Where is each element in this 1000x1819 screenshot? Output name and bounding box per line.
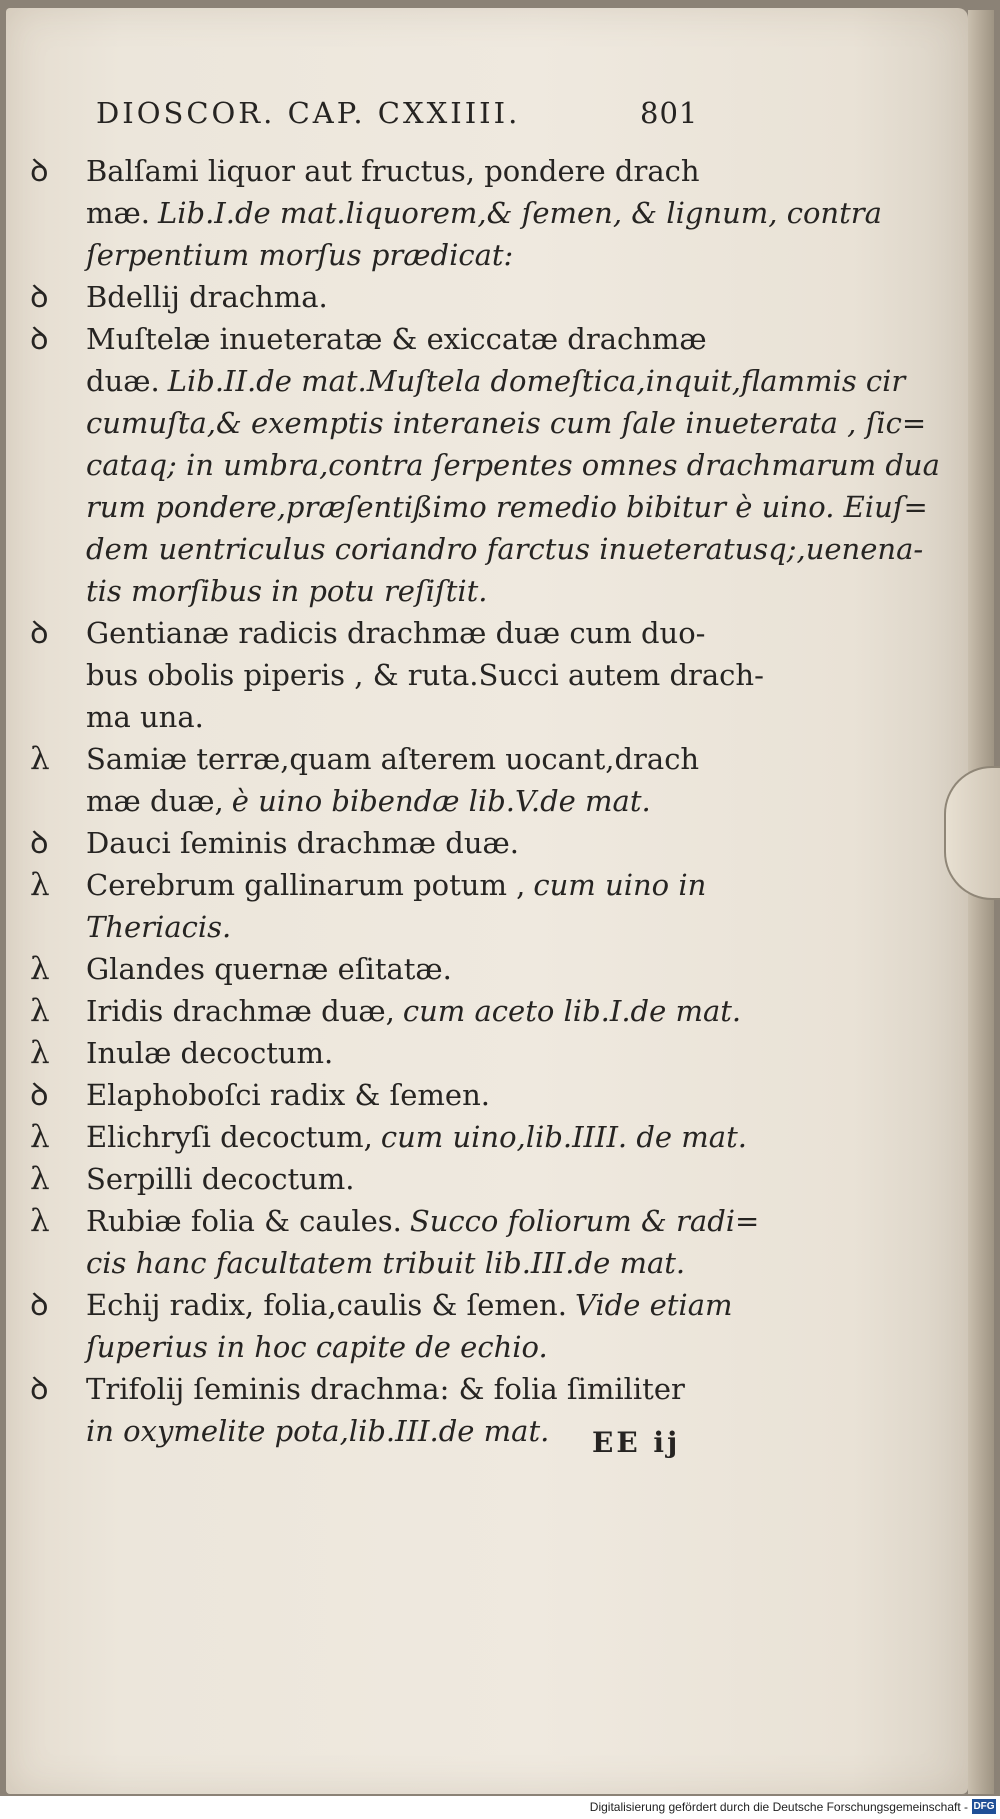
line-italic-text: Succo foliorum & radi= bbox=[409, 1204, 760, 1238]
line-italic-text: Lib.II.de mat.Muſtela domeſtica,inquit,flammis cir bbox=[167, 364, 906, 398]
text-line bbox=[30, 402, 926, 444]
line-italic-text: cataq; in umbra,contra ſerpentes omnes drachmarum dua bbox=[86, 448, 940, 482]
line-text: Echij radix, folia,caulis & ſemen. bbox=[86, 1288, 567, 1322]
line-italic-text: tis morſibus in potu reſiſtit. bbox=[86, 574, 488, 608]
text-line bbox=[30, 696, 204, 738]
line-text: Samiæ terræ,quam aſterem uocant,drach bbox=[86, 742, 700, 776]
line-text: Serpilli decoctum. bbox=[86, 1162, 355, 1196]
degree-marker-icon: ꝺ bbox=[30, 825, 49, 861]
text-line bbox=[30, 1158, 355, 1200]
digitization-credit: Digitalisierung gefördert durch die Deutsche Forschungsgemeinschaft - bbox=[589, 1800, 968, 1814]
line-italic-text: ſuperius in hoc capite de echio. bbox=[86, 1330, 548, 1364]
text-line bbox=[30, 1326, 548, 1368]
text-line bbox=[30, 822, 519, 864]
degree-marker-icon: λ bbox=[30, 1203, 50, 1239]
text-line bbox=[30, 444, 940, 486]
line-text: mæ. bbox=[86, 196, 150, 230]
line-text: bus obolis piperis , & ruta.Succi autem drach- bbox=[86, 658, 764, 692]
line-text: Dauci ſeminis drachmæ duæ. bbox=[86, 826, 520, 860]
degree-marker-icon: ꝺ bbox=[30, 321, 49, 357]
running-title: DIOSCOR. CAP. CXXIIII. bbox=[96, 96, 521, 130]
line-text: Gentianæ radicis drachmæ duæ cum duo- bbox=[86, 616, 706, 650]
degree-marker-icon: λ bbox=[30, 867, 50, 903]
line-italic-text: cum aceto lib.I.de mat. bbox=[402, 994, 742, 1028]
text-line bbox=[30, 780, 651, 822]
text-line bbox=[30, 318, 707, 360]
degree-marker-icon: ꝺ bbox=[30, 279, 49, 315]
line-italic-text: dem uentriculus coriandro farctus inueteratusq;,uenena- bbox=[86, 532, 924, 566]
text-line bbox=[30, 738, 699, 780]
line-text: Muſtelæ inueteratæ & exiccatæ drachmæ bbox=[86, 322, 707, 356]
text-line bbox=[30, 948, 452, 990]
line-text: duæ. bbox=[86, 364, 160, 398]
text-line bbox=[30, 528, 923, 570]
text-line bbox=[30, 360, 905, 402]
line-text: Trifolij ſeminis drachma: & folia ſimiliter bbox=[86, 1372, 685, 1406]
line-text: mæ duæ, bbox=[86, 784, 224, 818]
text-line bbox=[30, 1032, 333, 1074]
running-header bbox=[96, 96, 699, 130]
line-italic-text: è uino bibendæ lib.V.de mat. bbox=[231, 784, 651, 818]
degree-marker-icon: λ bbox=[30, 951, 50, 987]
text-line bbox=[30, 654, 764, 696]
text-line bbox=[30, 1074, 490, 1116]
line-text: Glandes quernæ eſitatæ. bbox=[86, 952, 452, 986]
line-italic-text: rum pondere,præſentißimo remedio bibitur è uino. Eiuſ= bbox=[86, 490, 928, 524]
text-line bbox=[30, 192, 882, 234]
text-line bbox=[30, 276, 328, 318]
degree-marker-icon: λ bbox=[30, 1161, 50, 1197]
degree-marker-icon: ꝺ bbox=[30, 1077, 49, 1113]
line-text: ma una. bbox=[86, 700, 204, 734]
text-line bbox=[30, 1368, 685, 1410]
degree-marker-icon: ꝺ bbox=[30, 1287, 49, 1323]
line-text: Iridis drachmæ duæ, bbox=[86, 994, 395, 1028]
signature-mark: EE ij bbox=[592, 1426, 681, 1459]
text-line bbox=[30, 612, 705, 654]
line-italic-text: cum uino in bbox=[533, 868, 707, 902]
degree-marker-icon: ꝺ bbox=[30, 615, 49, 651]
line-text: Bdellij drachma. bbox=[86, 280, 328, 314]
line-text: Cerebrum gallinarum potum , bbox=[86, 868, 526, 902]
line-italic-text: ſerpentium morſus prædicat: bbox=[86, 238, 514, 272]
text-line bbox=[30, 990, 741, 1032]
degree-marker-icon: ꝺ bbox=[30, 1371, 49, 1407]
line-text: Balſami liquor aut fructus, pondere drach bbox=[86, 154, 700, 188]
line-italic-text: cum uino,lib.IIII. de mat. bbox=[380, 1120, 747, 1154]
line-italic-text: Lib.I.de mat.liquorem,& ſemen, & lignum, contra bbox=[157, 196, 882, 230]
text-line bbox=[30, 1200, 759, 1242]
clasp-icon bbox=[944, 766, 1000, 900]
page-edge bbox=[968, 10, 994, 1794]
line-italic-text: cis hanc facultatem tribuit lib.III.de mat. bbox=[86, 1246, 686, 1280]
line-italic-text: cumuſta,& exemptis interaneis cum ſale inueterata , ſic= bbox=[86, 406, 927, 440]
text-line bbox=[30, 150, 700, 192]
degree-marker-icon: λ bbox=[30, 993, 50, 1029]
degree-marker-icon: λ bbox=[30, 1119, 50, 1155]
line-text: Inulæ decoctum. bbox=[86, 1036, 334, 1070]
text-line bbox=[30, 864, 706, 906]
degree-marker-icon: ꝺ bbox=[30, 153, 49, 189]
line-italic-text: Theriacis. bbox=[86, 910, 232, 944]
text-line bbox=[30, 906, 231, 948]
line-text: Elaphoboſci radix & ſemen. bbox=[86, 1078, 490, 1112]
line-text: Elichryſi decoctum, bbox=[86, 1120, 373, 1154]
text-line bbox=[30, 234, 513, 276]
degree-marker-icon: λ bbox=[30, 1035, 50, 1071]
text-line bbox=[30, 1116, 747, 1158]
text-line bbox=[30, 1242, 685, 1284]
text-line bbox=[30, 570, 488, 612]
dfg-logo: DFG bbox=[973, 1801, 995, 1812]
text-line bbox=[30, 1410, 549, 1452]
line-text: Rubiæ folia & caules. bbox=[86, 1204, 402, 1238]
text-line bbox=[30, 486, 928, 528]
text-line bbox=[30, 1284, 733, 1326]
line-italic-text: Vide etiam bbox=[574, 1288, 733, 1322]
degree-marker-icon: λ bbox=[30, 741, 50, 777]
line-italic-text: in oxymelite pota,lib.III.de mat. bbox=[86, 1414, 550, 1448]
folio-number: 801 bbox=[640, 96, 699, 130]
